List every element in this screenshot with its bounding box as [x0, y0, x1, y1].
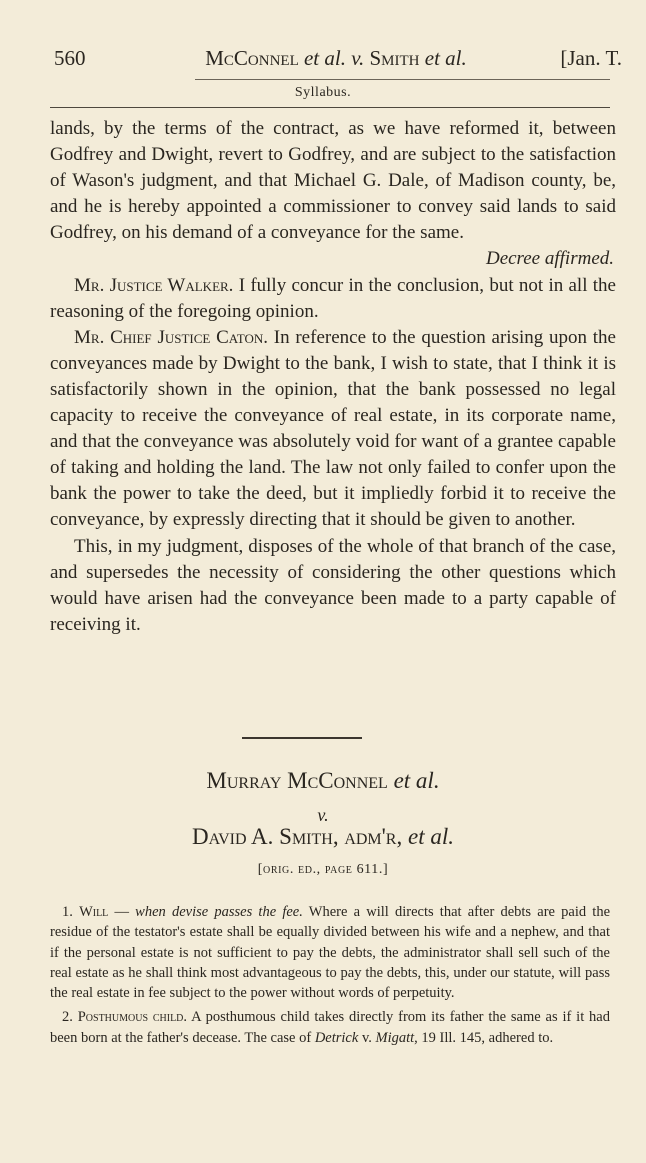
paragraph: lands, by the terms of the contract, as we have reformed it, between Godfrey and Dwight, revert to Godfrey, and are subject to the satisfaction of Wason's judgment, and that Michael G. Dale, of Madison county, be, and he is hereby appointed a commissioner to convey said lands to said Godfrey, on his demand of a conveyance for the same.: [50, 118, 616, 244]
paragraph-walker: Mr. Justice Walker. I fully concur in the conclusion, but not in all the reasoning of the foregoing opinion.: [50, 274, 616, 322]
running-title-party2: Smith: [369, 46, 420, 70]
case-versus: v.: [317, 805, 329, 825]
opinion-text: [50, 116, 616, 638]
syllabus-notes: [50, 902, 610, 1052]
decree-line: Decree affirmed.: [485, 248, 614, 270]
case-citation: Migatt: [375, 1029, 415, 1046]
section-rule: [50, 107, 610, 108]
case-party1: Murray McConnel et al.: [206, 768, 440, 793]
case-citation: Detrick: [314, 1029, 359, 1046]
running-title-etal2: et al.: [424, 46, 467, 70]
syllabus-subheading: when devise passes the fee.: [135, 904, 303, 920]
running-title-etal1: et al.: [303, 46, 346, 70]
case-divider: [242, 737, 362, 739]
original-edition-ref: [orig. ed., page 611.]: [257, 862, 389, 877]
syllabus-heading: Posthumous child.: [77, 1009, 188, 1026]
syllabus-item: 1. Will — when devise passes the fee. Where a will directs that after debts are paid the residue of the testator's estate shall be equally divided between his wife and a nephew, and that if the personal estate is not sufficient to pay the debts, the administrator shall sell such of the real estate as he shall think most advantageous to pay the debts, this, under our statute, will pass the real estate in fee subject to the power without words of perpetuity.: [50, 904, 611, 1002]
running-title: [50, 46, 622, 71]
header-rule: [195, 79, 610, 80]
paragraph-caton: Mr. Chief Justice Caton. In reference to the question arising upon the conveyances made by Dwight to the bank, I wish to state, that I think it is satisfactorily shown in the opinion, that the bank possessed no legal capacity to receive the conveyance of real estate, in its corporate name, and that the conveyance was absolutely void for want of a grantee capable of taking and holding the land. The law not only failed to confer upon the bank the power to take the deed, but it impliedly forbid it to receive the conveyance, by expressly directing that it should be given to another.: [50, 326, 616, 531]
justice-name: Mr. Chief Justice Caton.: [74, 326, 268, 348]
page-number: 560: [54, 46, 86, 70]
paragraph: This, in my judgment, disposes of the whole of that branch of the case, and supersedes the necessity of considering the other questions which would have arisen had the conveyance been made to a party capable of receiving it.: [50, 535, 616, 635]
syllabus-heading: Will: [79, 904, 109, 920]
justice-name: Mr. Justice Walker.: [74, 274, 234, 296]
running-title-party1: McConnel: [205, 46, 299, 70]
section-label: Syllabus.: [294, 85, 352, 100]
running-title-v: v.: [351, 46, 365, 70]
running-header: [50, 46, 622, 76]
case-party2: David A. Smith, adm'r, et al.: [192, 824, 454, 849]
term-label: [Jan. T.: [560, 46, 622, 70]
syllabus-item: 2. Posthumous child. A posthumous child takes directly from its father the same as if it had been born at the father's decease. The case of Detrick v. Migatt, 19 Ill. 145, adhered to.: [50, 1009, 610, 1046]
